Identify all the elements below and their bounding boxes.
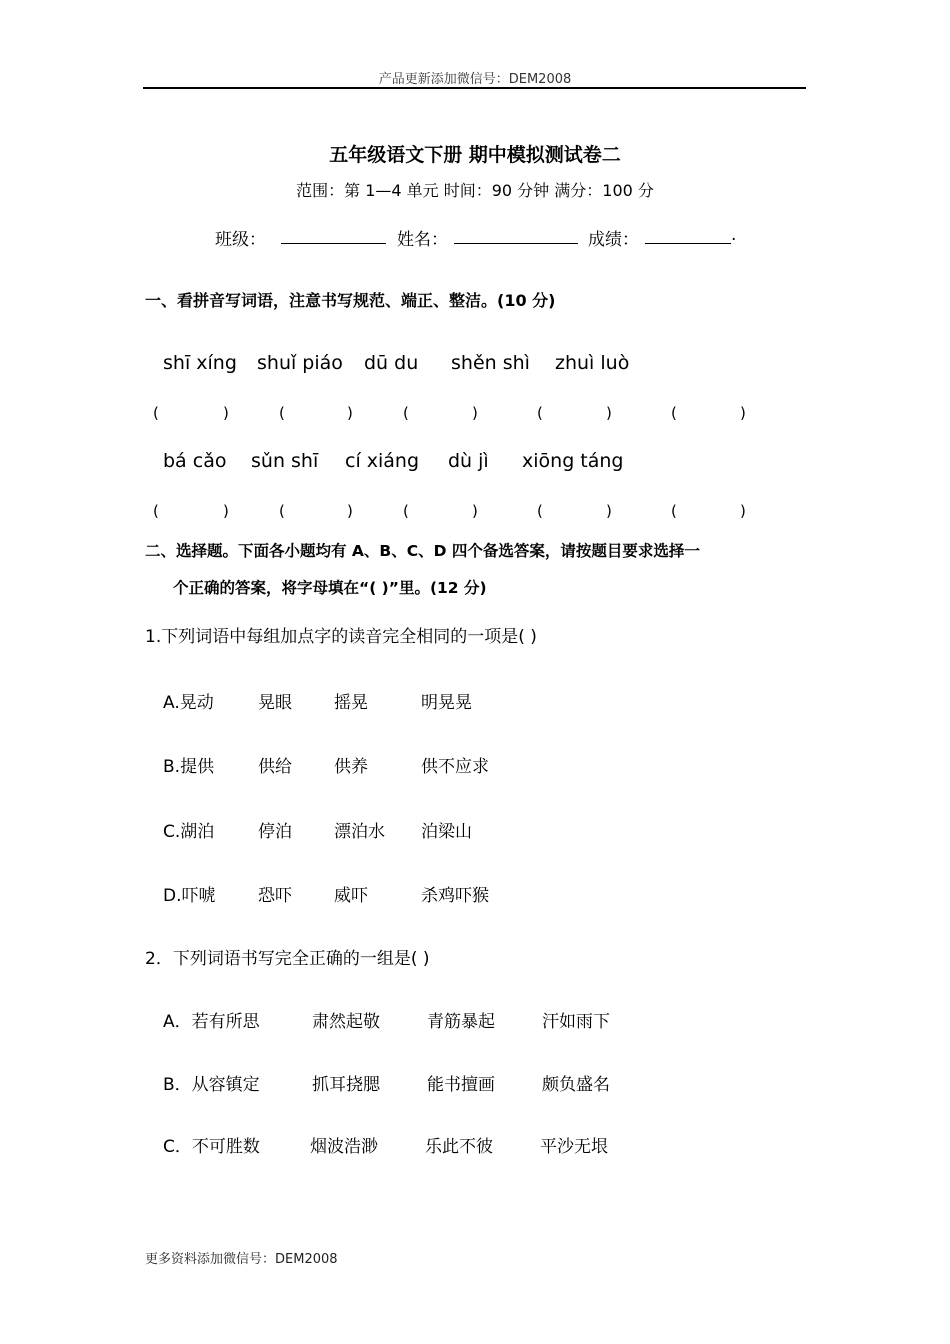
q1-option-b-3: 供养	[334, 757, 368, 777]
paren-open: (	[537, 404, 543, 422]
section2-heading-line1: 二、选择题。下面各小题均有 A、B、C、D 四个备选答案，请按题目要求选择一	[145, 542, 700, 560]
q2-option-b-4: 颇负盛名	[542, 1075, 610, 1095]
q1-option-a-3: 摇晃	[334, 693, 368, 713]
paren-close: )	[606, 502, 612, 520]
q2-option-a-2: 肃然起敬	[312, 1012, 380, 1032]
info-end: .	[731, 225, 737, 245]
section2-heading-line2: 个正确的答案，将字母填在“( )”里。(12 分)	[173, 579, 487, 597]
paren-open: (	[671, 404, 677, 422]
header-rule	[143, 87, 806, 89]
paren-open: (	[279, 502, 285, 520]
q1-option-d-3: 威吓	[334, 886, 368, 906]
paren-open: (	[537, 502, 543, 520]
paren-open: (	[153, 404, 159, 422]
paren-close: )	[740, 404, 746, 422]
paren-close: )	[606, 404, 612, 422]
q1-option-a-1: A.晃动	[163, 693, 214, 713]
q2-option-c-1: C．不可胜数	[163, 1137, 260, 1157]
name-blank[interactable]	[454, 243, 578, 244]
q1-option-b-1: B.提供	[163, 757, 215, 777]
q1-option-b-2: 供给	[258, 757, 292, 777]
pinyin-3: dū du	[364, 352, 419, 374]
q2-option-a-1: A．若有所思	[163, 1012, 260, 1032]
pinyin-10: xiōng táng	[522, 450, 624, 472]
paren-close: )	[472, 404, 478, 422]
name-label: 姓名：	[397, 230, 448, 250]
pinyin-9: dù jì	[448, 450, 489, 472]
score-blank[interactable]	[645, 243, 731, 244]
pinyin-2: shuǐ piáo	[257, 352, 343, 374]
pinyin-6: bá cǎo	[163, 450, 227, 472]
q1-option-d-4: 杀鸡吓猴	[421, 886, 489, 906]
page-header: 产品更新添加微信号：DEM2008	[378, 72, 572, 87]
q2-option-c-2: 烟波浩渺	[310, 1137, 378, 1157]
exam-title: 五年级语文下册 期中模拟测试卷二	[329, 144, 621, 166]
class-blank[interactable]	[281, 243, 386, 244]
paren-open: (	[671, 502, 677, 520]
paren-open: (	[153, 502, 159, 520]
q1-option-c-3: 漂泊水	[334, 822, 385, 842]
q2-option-b-2: 抓耳挠腮	[312, 1075, 380, 1095]
q1-option-d-1: D.吓唬	[163, 886, 216, 906]
q1-option-a-4: 明晃晃	[421, 693, 472, 713]
q2-option-b-1: B．从容镇定	[163, 1075, 260, 1095]
paren-close: )	[223, 502, 229, 520]
q2-option-c-4: 平沙无垠	[540, 1137, 608, 1157]
q1-option-a-2: 晃眼	[258, 693, 292, 713]
paren-close: )	[223, 404, 229, 422]
q2-option-a-4: 汗如雨下	[542, 1012, 610, 1032]
paren-open: (	[279, 404, 285, 422]
q2-option-a-3: 青筋暴起	[427, 1012, 495, 1032]
pinyin-4: shěn shì	[451, 352, 530, 374]
paren-open: (	[403, 502, 409, 520]
paren-close: )	[472, 502, 478, 520]
paren-close: )	[740, 502, 746, 520]
score-label: 成绩：	[588, 230, 639, 250]
q2-option-b-3: 能书擅画	[427, 1075, 495, 1095]
pinyin-5: zhuì luò	[555, 352, 630, 374]
q1-option-c-2: 停泊	[258, 822, 292, 842]
q1-option-d-2: 恐吓	[258, 886, 292, 906]
class-label: 班级：	[215, 230, 266, 250]
pinyin-8: cí xiáng	[345, 450, 420, 472]
q1-option-c-4: 泊梁山	[421, 822, 472, 842]
pinyin-7: sǔn shī	[251, 450, 319, 472]
question-1-stem: 1.下列词语中每组加点字的读音完全相同的一项是( )	[145, 627, 537, 647]
q2-option-c-3: 乐此不彼	[425, 1137, 493, 1157]
pinyin-1: shī xíng	[163, 352, 237, 374]
q1-option-b-4: 供不应求	[421, 757, 489, 777]
exam-subtitle: 范围：第 1—4 单元 时间：90 分钟 满分：100 分	[296, 181, 654, 200]
paren-close: )	[347, 404, 353, 422]
q1-option-c-1: C.湖泊	[163, 822, 215, 842]
page-footer: 更多资料添加微信号：DEM2008	[145, 1252, 338, 1267]
paren-open: (	[403, 404, 409, 422]
paren-close: )	[347, 502, 353, 520]
question-2-stem: 2．下列词语书写完全正确的一组是( )	[145, 949, 430, 969]
section1-heading: 一、看拼音写词语，注意书写规范、端正、整洁。(10 分)	[145, 291, 556, 310]
